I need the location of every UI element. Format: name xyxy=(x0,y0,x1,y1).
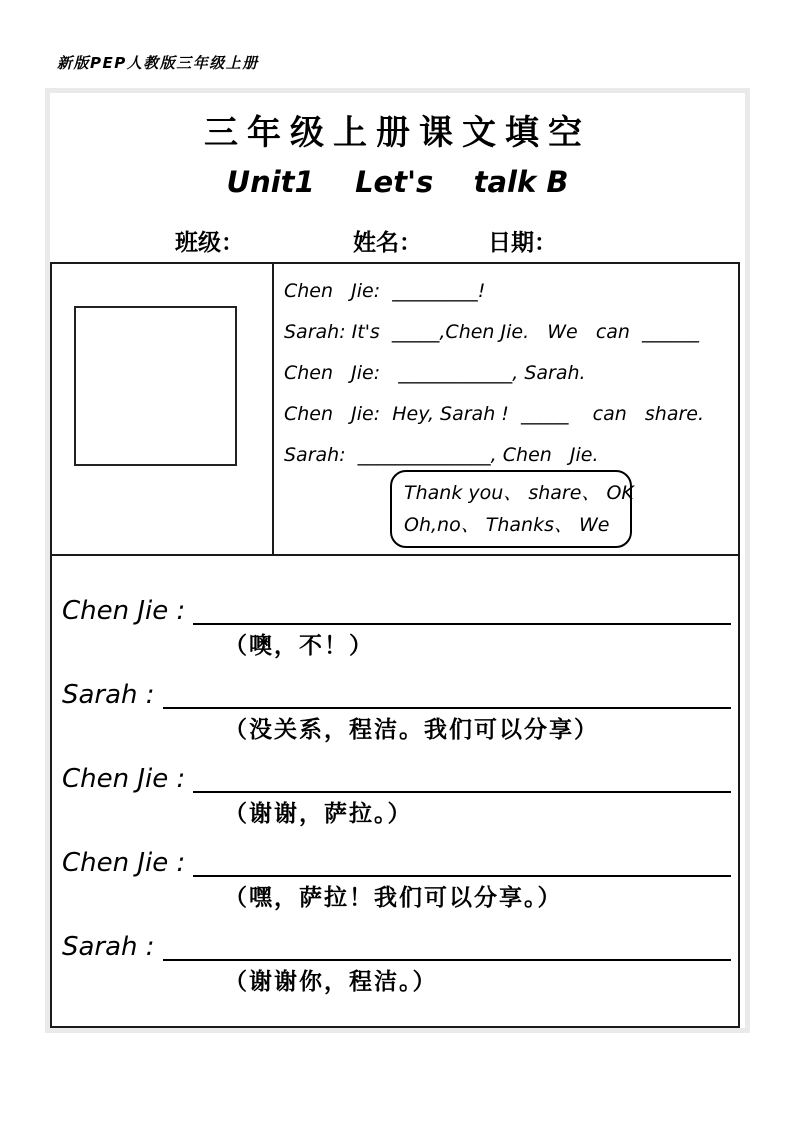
word-bank-line: Thank you、 share、 OK xyxy=(404,482,634,504)
speaker-row xyxy=(52,829,738,877)
hint-text: （谢谢，萨拉。） xyxy=(224,800,413,827)
speaker-label: Chen Jie : xyxy=(62,763,186,794)
speaker-label: Sarah : xyxy=(62,931,155,962)
writing-row xyxy=(52,745,738,829)
picture-placeholder xyxy=(74,306,237,466)
writing-section xyxy=(50,556,740,1028)
hint-text: （谢谢你，程洁。） xyxy=(224,968,438,995)
dialogue-line: Sarah: ______________, Chen Jie. xyxy=(284,444,599,466)
hint-text: （嘿，萨拉！我们可以分享。） xyxy=(224,884,563,911)
speaker-row xyxy=(52,913,738,961)
page-inner xyxy=(50,93,745,1028)
hint-text: （噢，不！） xyxy=(224,632,374,659)
picture-cell xyxy=(52,264,274,554)
speaker-label: Chen Jie : xyxy=(62,847,186,878)
writing-row xyxy=(52,913,738,997)
student-info-row xyxy=(50,224,745,254)
speaker-row xyxy=(52,661,738,709)
worksheet-page xyxy=(45,88,750,1033)
dialogue-cell xyxy=(274,264,738,554)
writing-row xyxy=(52,577,738,661)
writing-row xyxy=(52,661,738,745)
dialogue-line: Chen Jie: Hey, Sarah ! _____ can share. xyxy=(284,403,705,425)
writing-row xyxy=(52,829,738,913)
unit-title: Unit1 Let's talk B xyxy=(226,165,569,199)
answer-line[interactable] xyxy=(163,913,731,961)
speaker-label: Sarah : xyxy=(62,679,155,710)
dialogue-line: Chen Jie: ____________, Sarah. xyxy=(284,362,586,384)
answer-line[interactable] xyxy=(193,829,731,877)
answer-line[interactable] xyxy=(193,577,731,625)
worksheet-title: 三年级上册课文填空 xyxy=(204,113,591,153)
word-bank xyxy=(390,470,632,548)
name-label: 姓名： xyxy=(353,230,422,256)
edition-header: 新版PEP人教版三年级上册 xyxy=(57,54,259,72)
class-label: 班级： xyxy=(175,230,244,256)
speaker-row xyxy=(52,577,738,625)
hint-text: （没关系，程洁。我们可以分享） xyxy=(224,716,599,743)
speaker-row xyxy=(52,745,738,793)
dialogue-table xyxy=(50,262,740,556)
answer-line[interactable] xyxy=(163,661,731,709)
date-label: 日期： xyxy=(488,230,557,256)
word-bank-line: Oh,no、 Thanks、 We xyxy=(404,514,610,536)
answer-line[interactable] xyxy=(193,745,731,793)
dialogue-line: Chen Jie: _________! xyxy=(284,280,486,302)
dialogue-line: Sarah: It's _____,Chen Jie. We can ______ xyxy=(284,321,700,343)
speaker-label: Chen Jie : xyxy=(62,595,186,626)
